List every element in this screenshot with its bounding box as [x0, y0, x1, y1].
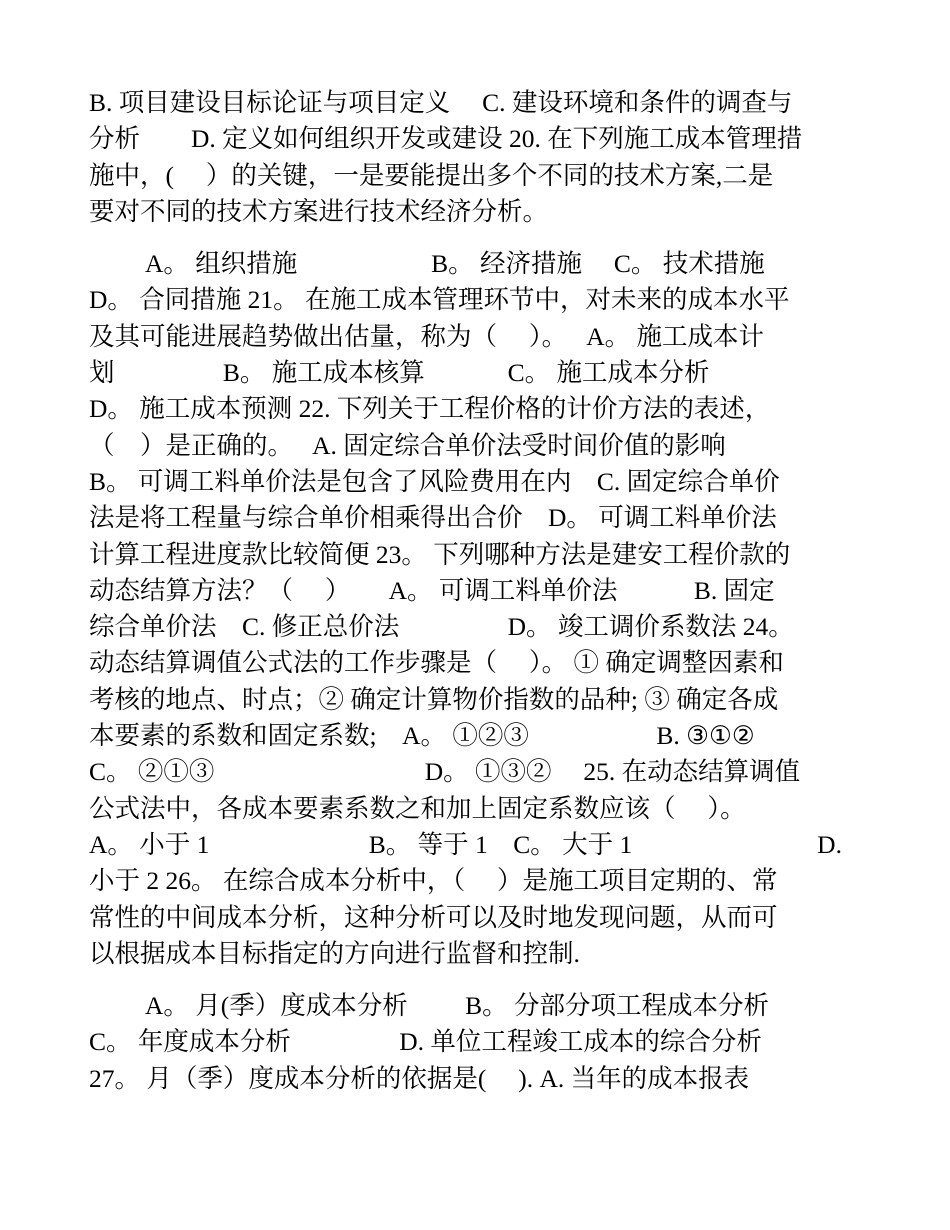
text-line: C。 ②①③ D。 ①③② 25. 在动态结算调值: [89, 757, 801, 787]
text-line: 常性的中间成本分析，这种分析可以及时地发现问题，从而可: [89, 902, 778, 932]
text-line: D。 合同措施 21。 在施工成本管理环节中，对未来的成本水平: [89, 285, 790, 315]
text-line: D。 施工成本预测 22. 下列关于工程价格的计价方法的表述，: [89, 394, 771, 424]
text-line: B。 可调工料单价法是包含了风险费用在内 C. 固定综合单价: [89, 466, 780, 496]
paragraph-1: [89, 85, 864, 230]
text-line: 分析 D. 定义如何组织开发或建设 20. 在下列施工成本管理措: [89, 124, 803, 154]
text-line: 综合单价法 C. 修正总价法 D。 竣工调价系数法 24。: [89, 612, 794, 642]
text-line: 27。 月（季）度成本分析的依据是( ). A. 当年的成本报表: [89, 1063, 750, 1093]
text-line: 动态结算方法？（ ） A。 可调工料单价法 B. 固定: [89, 575, 775, 605]
text-line: 及其可能进展趋势做出估量，称为（ ）。 A。 施工成本计: [89, 321, 765, 351]
text-line: 划 B。 施工成本核算 C。 施工成本分析: [89, 358, 710, 388]
text-line: 法是将工程量与综合单价相乘得出合价 D。 可调工料单价法: [89, 503, 777, 533]
paragraph-3: [89, 988, 864, 1097]
text-line: 公式法中，各成本要素系数之和加上固定系数应该（ ）。: [89, 793, 746, 823]
text-line: 考核的地点、时点；② 确定计算物价指数的品种; ③ 确定各成: [89, 684, 779, 714]
text-line: A。 小于 1 B。 等于 1 C。 大于 1 D.: [89, 829, 842, 859]
paragraph-2: [89, 246, 864, 972]
text-line: 要对不同的技术方案进行技术经济分析。: [89, 196, 549, 226]
text-line: （ ）是正确的。 A. 固定综合单价法受时间价值的影响: [89, 430, 726, 460]
text-line: B. 项目建设目标论证与项目定义 C. 建设环境和条件的调查与: [89, 88, 793, 117]
text-line: 本要素的系数和固定系数; A。 ①②③ B. ③①②: [89, 721, 755, 751]
text-line: 以根据成本目标指定的方向进行监督和控制.: [89, 938, 580, 968]
text-line: 施中，( ）的关键，一是要能提出多个不同的技术方案,二是: [89, 160, 774, 190]
text-line: C。 年度成本分析 D. 单位工程竣工成本的综合分析: [89, 1027, 762, 1057]
text-line: 计算工程进度款比较简便 23。 下列哪种方法是建安工程价款的: [89, 539, 791, 569]
text-line: 动态结算调值公式法的工作步骤是（ ）。 ① 确定调整因素和: [89, 648, 784, 678]
text-line: A。 组织措施 B。 经济措施 C。 技术措施: [89, 249, 765, 279]
text-line: 小于 2 26。 在综合成本分析中，（ ）是施工项目定期的、常: [89, 866, 778, 896]
text-line: A。 月(季）度成本分析 B。 分部分项工程成本分析: [89, 991, 770, 1021]
